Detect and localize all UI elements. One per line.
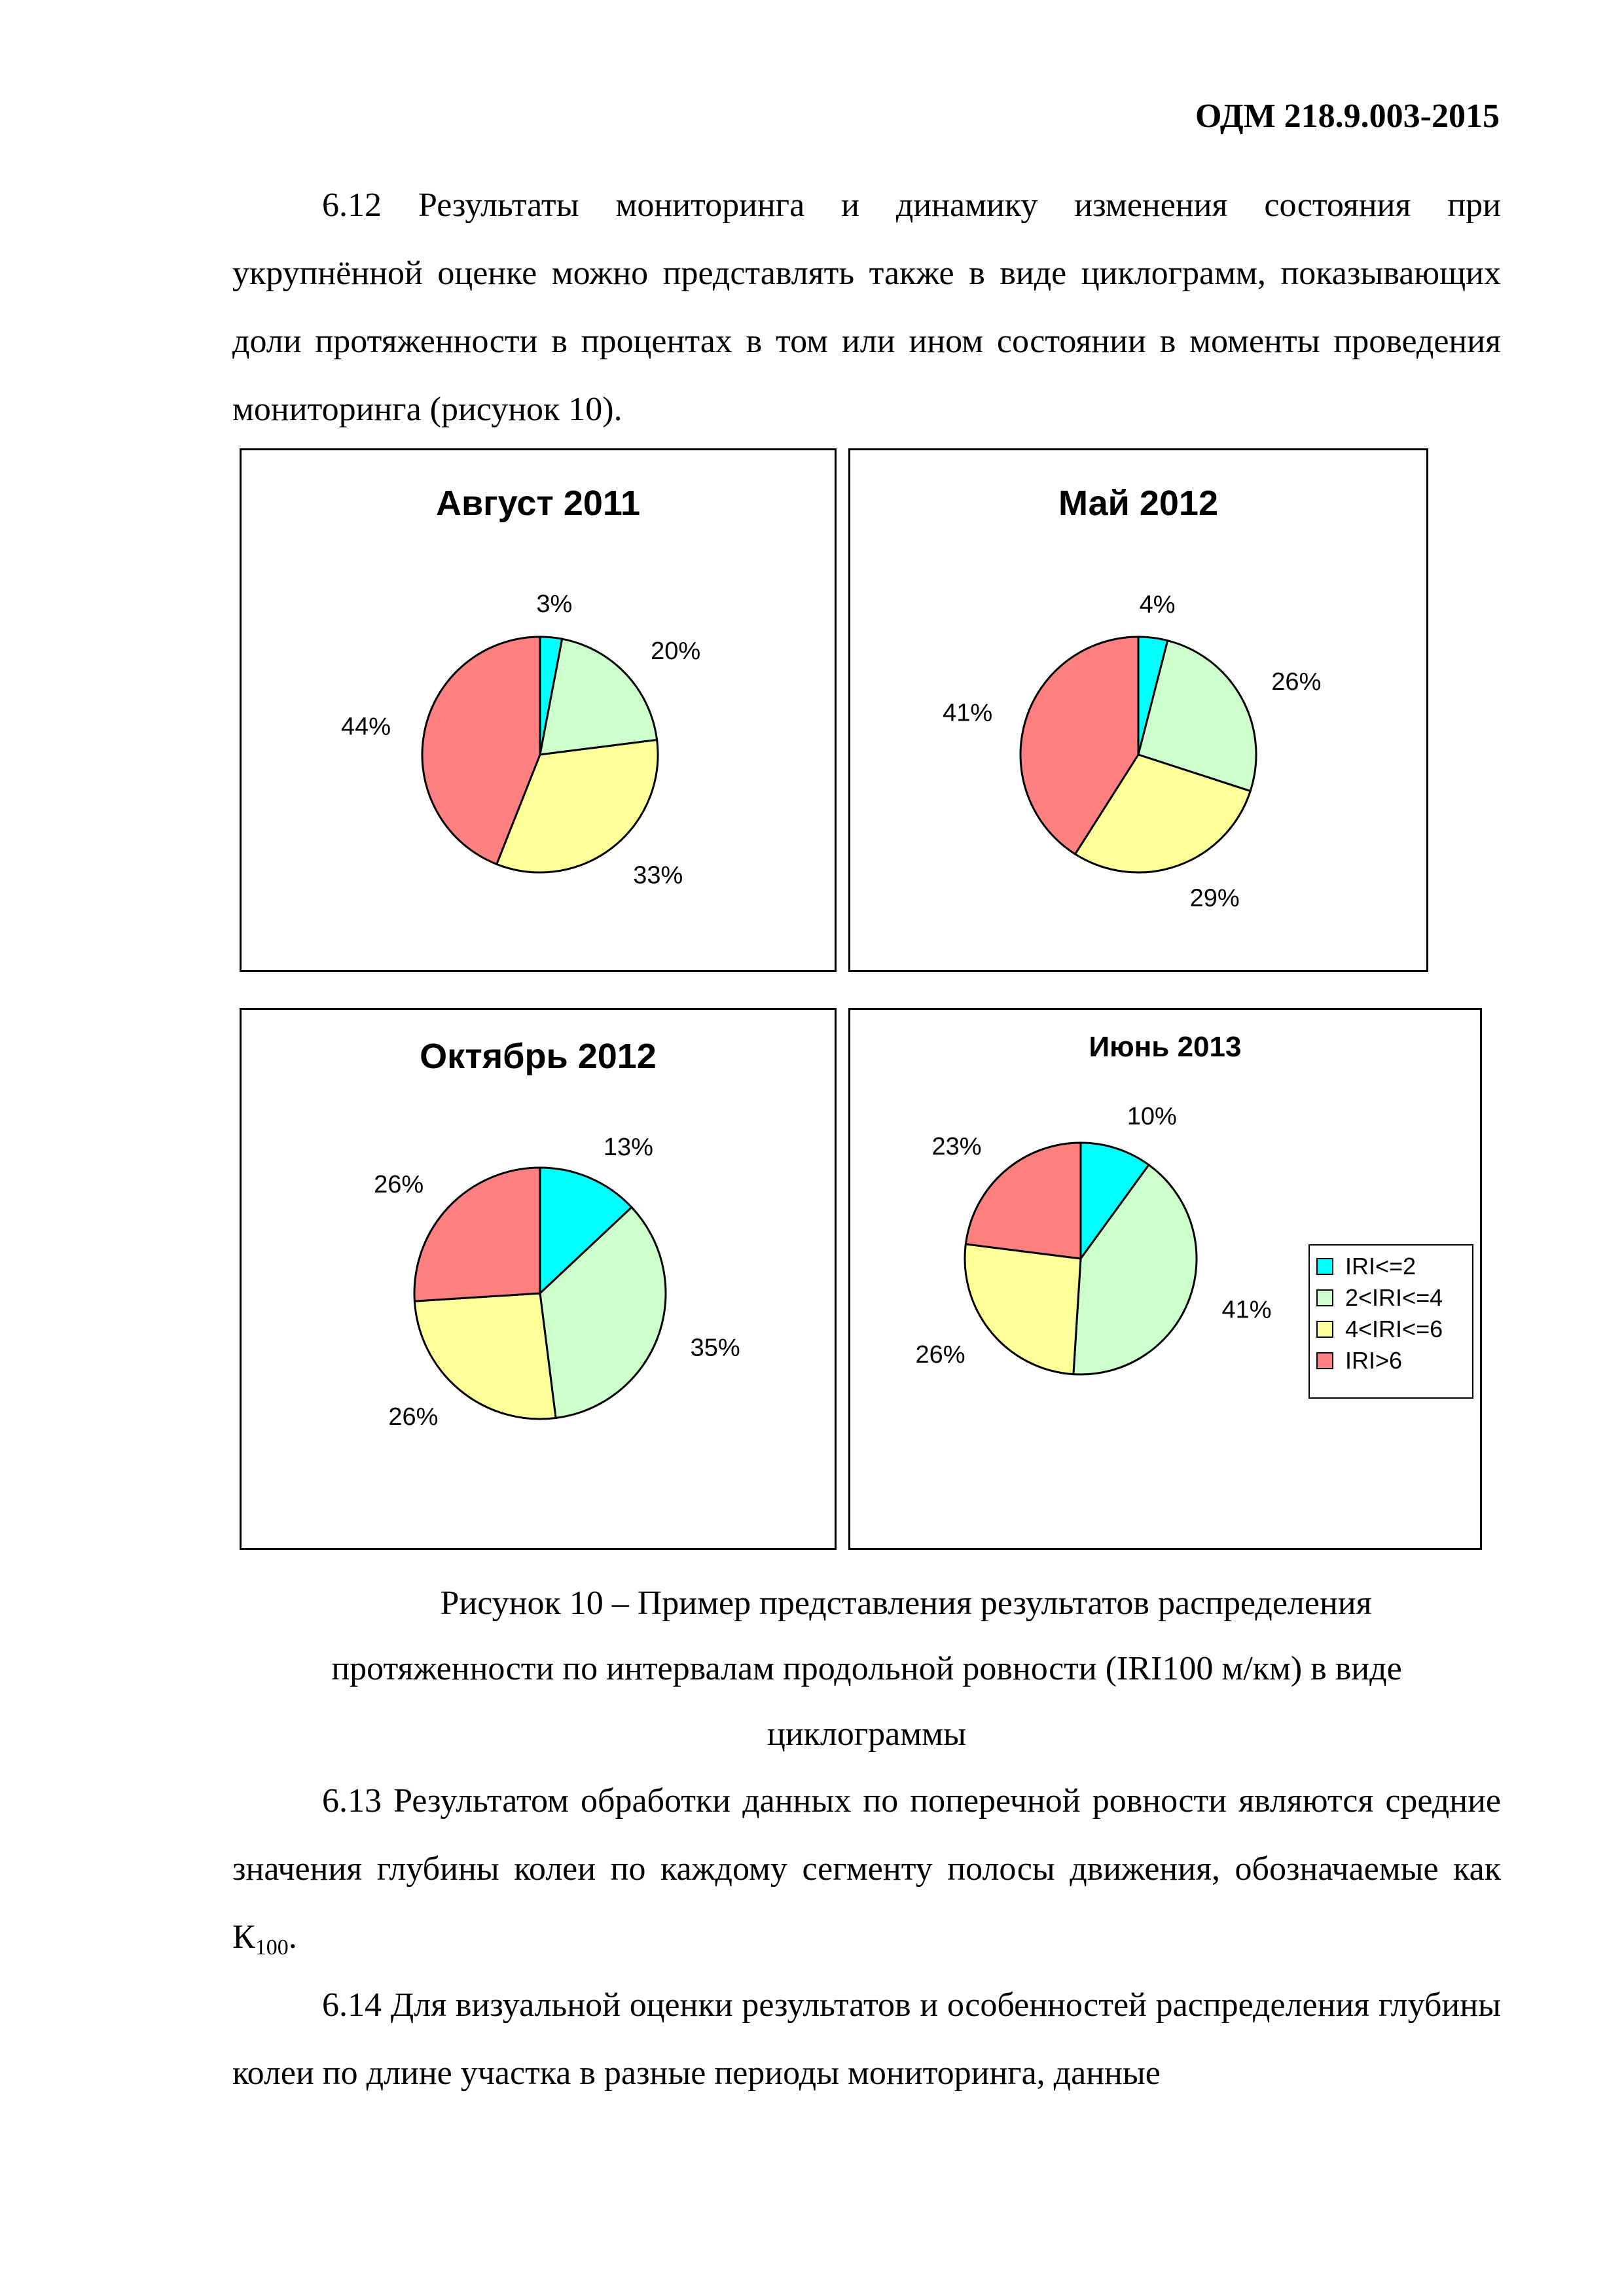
slice-percent-label: 26% bbox=[388, 1403, 439, 1431]
legend-item bbox=[1316, 1345, 1466, 1376]
slice-iri-4-6 bbox=[414, 1293, 556, 1419]
legend-label: IRI<=2 bbox=[1345, 1253, 1416, 1280]
legend-label: 2<IRI<=4 bbox=[1345, 1284, 1443, 1311]
slice-percent-label: 3% bbox=[536, 590, 573, 619]
chart-legend bbox=[1308, 1244, 1473, 1399]
pie-svg bbox=[850, 450, 1426, 970]
legend-label: 4<IRI<=6 bbox=[1345, 1316, 1443, 1342]
legend-swatch bbox=[1316, 1289, 1333, 1306]
slice-percent-label: 13% bbox=[603, 1134, 653, 1162]
chart-title: Август 2011 bbox=[435, 484, 640, 523]
caption-line: Рисунок 10 – Пример представления результатов распределения bbox=[440, 1585, 1372, 1622]
slice-percent-label: 41% bbox=[943, 699, 993, 727]
legend-swatch bbox=[1316, 1258, 1333, 1275]
slice-percent-label: 35% bbox=[690, 1334, 740, 1362]
slice-percent-label: 29% bbox=[1189, 884, 1240, 912]
paragraph-6-12: 6.12 Результаты мониторинга и динамику изменения состояния при укрупнённой оценке можно представлять также в виде циклограмм, показывающих доли протяженности в процентах в том или ином состоянии в моменты проведения мониторинга (рисунок 10). bbox=[232, 187, 1501, 428]
chart-title: Июнь 2013 bbox=[1089, 1031, 1242, 1063]
slice-percent-label: 33% bbox=[633, 861, 683, 889]
slice-percent-label: 10% bbox=[1127, 1103, 1177, 1131]
slice-percent-label: 41% bbox=[1221, 1296, 1272, 1324]
slice-percent-label: 20% bbox=[651, 637, 701, 666]
legend-item bbox=[1316, 1282, 1466, 1314]
pie-chart-august-2011 bbox=[240, 448, 837, 972]
chart-title: Май 2012 bbox=[1058, 484, 1218, 523]
slice-percent-label: 26% bbox=[1271, 668, 1322, 696]
slice-iri-4-6 bbox=[965, 1244, 1081, 1374]
figure-caption bbox=[232, 1571, 1501, 1767]
slice-percent-label: 23% bbox=[931, 1133, 982, 1161]
paragraph-text: 6.13 Результатом обработки данных по поперечной ровности являются средние значения глубины колеи по каждому сегменту полосы движения, обозначаемые как К bbox=[232, 1782, 1501, 1956]
slice-percent-label: 44% bbox=[341, 713, 391, 741]
slice-iri-gt-6 bbox=[965, 1143, 1081, 1259]
slice-iri-gt-6 bbox=[414, 1168, 540, 1301]
paragraph-end: . bbox=[288, 1918, 297, 1956]
slice-percent-label: 26% bbox=[915, 1340, 965, 1369]
caption-line: протяженности по интервалам продольной ровности (IRI100 м/км) в виде bbox=[331, 1650, 1402, 1687]
paragraph-6-13 bbox=[232, 1767, 1501, 1971]
legend-item bbox=[1316, 1251, 1466, 1282]
document-code: ОДМ 218.9.003-2015 bbox=[1195, 98, 1500, 135]
slice-percent-label: 26% bbox=[374, 1170, 424, 1198]
subscript: 100 bbox=[255, 1935, 289, 1960]
caption-line: циклограммы bbox=[767, 1715, 967, 1753]
slice-percent-label: 4% bbox=[1139, 590, 1176, 619]
pie-svg bbox=[242, 450, 835, 970]
legend-swatch bbox=[1316, 1352, 1333, 1369]
legend-swatch bbox=[1316, 1321, 1333, 1338]
pie-chart-may-2012 bbox=[848, 448, 1428, 972]
paragraph-6-14: 6.14 Для визуальной оценки результатов и особенностей распределения глубины колеи по длине участка в разные периоды мониторинга, данные bbox=[232, 1986, 1501, 2092]
pie-chart-june-2013 bbox=[848, 1008, 1482, 1550]
legend-label: IRI>6 bbox=[1345, 1347, 1403, 1374]
pie-svg bbox=[242, 1010, 835, 1548]
legend-item bbox=[1316, 1314, 1466, 1345]
chart-title: Октябрь 2012 bbox=[420, 1037, 657, 1076]
pie-chart-october-2012 bbox=[240, 1008, 837, 1550]
